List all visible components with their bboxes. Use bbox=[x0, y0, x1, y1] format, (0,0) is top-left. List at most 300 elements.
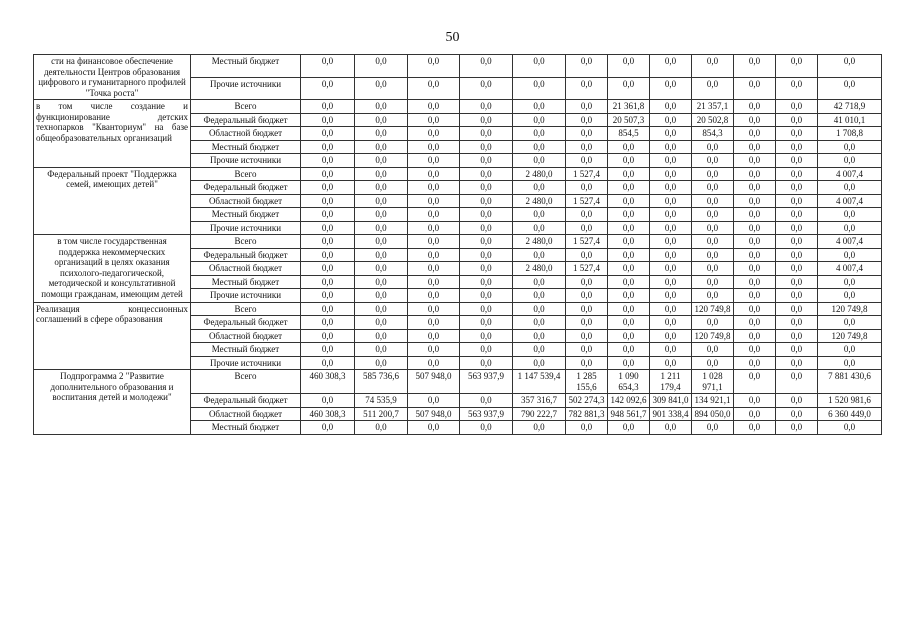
funding-source-cell: Всего bbox=[191, 100, 301, 114]
value-cell: 0,0 bbox=[513, 275, 566, 289]
value-cell: 0,0 bbox=[650, 235, 692, 249]
value-cell: 0,0 bbox=[692, 167, 734, 181]
value-cell: 0,0 bbox=[513, 343, 566, 357]
value-cell: 0,0 bbox=[355, 127, 408, 141]
value-cell: 0,0 bbox=[692, 289, 734, 303]
table-row bbox=[34, 167, 882, 181]
table-row bbox=[34, 370, 882, 394]
value-cell: 0,0 bbox=[566, 421, 608, 435]
funding-source-cell: Местный бюджет bbox=[191, 275, 301, 289]
total-cell: 7 881 430,6 bbox=[818, 370, 882, 394]
value-cell: 0,0 bbox=[355, 221, 408, 235]
value-cell: 0,0 bbox=[734, 100, 776, 114]
value-cell: 0,0 bbox=[460, 113, 513, 127]
value-cell: 1 285 155,6 bbox=[566, 370, 608, 394]
value-cell: 0,0 bbox=[513, 55, 566, 78]
funding-source-cell: Прочие источники bbox=[191, 154, 301, 168]
value-cell: 0,0 bbox=[566, 302, 608, 316]
value-cell: 0,0 bbox=[776, 208, 818, 222]
value-cell: 0,0 bbox=[355, 329, 408, 343]
value-cell: 507 948,0 bbox=[408, 370, 460, 394]
value-cell: 0,0 bbox=[650, 100, 692, 114]
value-cell: 0,0 bbox=[776, 275, 818, 289]
value-cell: 0,0 bbox=[301, 329, 355, 343]
value-cell: 460 308,3 bbox=[301, 407, 355, 421]
value-cell: 0,0 bbox=[355, 55, 408, 78]
value-cell: 0,0 bbox=[408, 127, 460, 141]
value-cell: 1 211 179,4 bbox=[650, 370, 692, 394]
value-cell: 0,0 bbox=[301, 208, 355, 222]
value-cell: 0,0 bbox=[566, 77, 608, 100]
value-cell: 563 937,9 bbox=[460, 370, 513, 394]
value-cell: 21 361,8 bbox=[608, 100, 650, 114]
value-cell: 0,0 bbox=[608, 194, 650, 208]
value-cell: 0,0 bbox=[776, 316, 818, 330]
value-cell: 0,0 bbox=[460, 275, 513, 289]
total-cell: 0,0 bbox=[818, 140, 882, 154]
row-group-label: Подпрограмма 2 "Развитие дополнительного образования и воспитания детей и молодежи" bbox=[34, 370, 191, 435]
value-cell: 0,0 bbox=[408, 100, 460, 114]
value-cell: 0,0 bbox=[734, 316, 776, 330]
value-cell: 0,0 bbox=[608, 140, 650, 154]
value-cell: 0,0 bbox=[734, 275, 776, 289]
value-cell: 0,0 bbox=[650, 140, 692, 154]
value-cell: 0,0 bbox=[692, 275, 734, 289]
value-cell: 0,0 bbox=[301, 275, 355, 289]
value-cell: 0,0 bbox=[608, 208, 650, 222]
value-cell: 0,0 bbox=[608, 167, 650, 181]
value-cell: 1 527,4 bbox=[566, 235, 608, 249]
value-cell: 1 527,4 bbox=[566, 262, 608, 276]
value-cell: 0,0 bbox=[460, 127, 513, 141]
total-cell: 4 007,4 bbox=[818, 194, 882, 208]
value-cell: 0,0 bbox=[408, 302, 460, 316]
value-cell: 0,0 bbox=[776, 302, 818, 316]
value-cell: 0,0 bbox=[734, 302, 776, 316]
value-cell: 0,0 bbox=[566, 140, 608, 154]
value-cell: 0,0 bbox=[776, 154, 818, 168]
value-cell: 0,0 bbox=[460, 140, 513, 154]
value-cell: 0,0 bbox=[460, 181, 513, 195]
budget-table bbox=[33, 54, 882, 435]
value-cell: 1 527,4 bbox=[566, 167, 608, 181]
funding-source-cell: Местный бюджет bbox=[191, 343, 301, 357]
value-cell: 0,0 bbox=[408, 194, 460, 208]
value-cell: 0,0 bbox=[608, 356, 650, 370]
value-cell: 0,0 bbox=[566, 221, 608, 235]
value-cell: 1 090 654,3 bbox=[608, 370, 650, 394]
value-cell: 120 749,8 bbox=[692, 329, 734, 343]
value-cell: 0,0 bbox=[301, 248, 355, 262]
value-cell: 0,0 bbox=[408, 221, 460, 235]
value-cell: 120 749,8 bbox=[692, 302, 734, 316]
value-cell: 357 316,7 bbox=[513, 394, 566, 408]
row-group-label: сти на финансовое обеспечение деятельности Центров образования цифрового и гуманитарного профилей "Точка роста" bbox=[34, 55, 191, 100]
value-cell: 0,0 bbox=[734, 262, 776, 276]
value-cell: 585 736,6 bbox=[355, 370, 408, 394]
value-cell: 511 200,7 bbox=[355, 407, 408, 421]
value-cell: 0,0 bbox=[513, 77, 566, 100]
value-cell: 0,0 bbox=[734, 248, 776, 262]
value-cell: 0,0 bbox=[734, 194, 776, 208]
value-cell: 0,0 bbox=[608, 221, 650, 235]
value-cell: 0,0 bbox=[734, 127, 776, 141]
value-cell: 0,0 bbox=[513, 316, 566, 330]
value-cell: 0,0 bbox=[513, 421, 566, 435]
row-group-label: Федеральный проект "Поддержка семей, имеющих детей" bbox=[34, 167, 191, 235]
value-cell: 0,0 bbox=[301, 316, 355, 330]
value-cell: 0,0 bbox=[513, 248, 566, 262]
value-cell: 0,0 bbox=[734, 421, 776, 435]
value-cell: 0,0 bbox=[608, 343, 650, 357]
funding-source-cell: Областной бюджет bbox=[191, 407, 301, 421]
funding-source-cell: Местный бюджет bbox=[191, 55, 301, 78]
value-cell: 0,0 bbox=[650, 113, 692, 127]
value-cell: 0,0 bbox=[776, 421, 818, 435]
funding-source-cell: Прочие источники bbox=[191, 356, 301, 370]
funding-source-cell: Прочие источники bbox=[191, 289, 301, 303]
value-cell: 0,0 bbox=[608, 329, 650, 343]
value-cell: 0,0 bbox=[566, 289, 608, 303]
value-cell: 0,0 bbox=[608, 275, 650, 289]
value-cell: 0,0 bbox=[566, 181, 608, 195]
value-cell: 0,0 bbox=[355, 235, 408, 249]
value-cell: 0,0 bbox=[692, 154, 734, 168]
value-cell: 0,0 bbox=[566, 343, 608, 357]
value-cell: 0,0 bbox=[776, 167, 818, 181]
value-cell: 74 535,9 bbox=[355, 394, 408, 408]
table-row bbox=[34, 55, 882, 78]
value-cell: 0,0 bbox=[650, 421, 692, 435]
value-cell: 0,0 bbox=[460, 100, 513, 114]
total-cell: 0,0 bbox=[818, 248, 882, 262]
value-cell: 0,0 bbox=[355, 100, 408, 114]
total-cell: 0,0 bbox=[818, 55, 882, 78]
value-cell: 0,0 bbox=[608, 262, 650, 276]
value-cell: 0,0 bbox=[355, 343, 408, 357]
total-cell: 4 007,4 bbox=[818, 167, 882, 181]
value-cell: 0,0 bbox=[513, 302, 566, 316]
value-cell: 0,0 bbox=[513, 113, 566, 127]
total-cell: 0,0 bbox=[818, 356, 882, 370]
value-cell: 0,0 bbox=[734, 370, 776, 394]
value-cell: 782 881,3 bbox=[566, 407, 608, 421]
value-cell: 0,0 bbox=[734, 407, 776, 421]
value-cell: 0,0 bbox=[301, 235, 355, 249]
value-cell: 563 937,9 bbox=[460, 407, 513, 421]
value-cell: 0,0 bbox=[650, 55, 692, 78]
value-cell: 0,0 bbox=[301, 127, 355, 141]
budget-table-body bbox=[34, 55, 882, 435]
funding-source-cell: Всего bbox=[191, 235, 301, 249]
value-cell: 0,0 bbox=[692, 421, 734, 435]
total-cell: 0,0 bbox=[818, 77, 882, 100]
value-cell: 0,0 bbox=[692, 181, 734, 195]
value-cell: 0,0 bbox=[650, 194, 692, 208]
value-cell: 0,0 bbox=[734, 140, 776, 154]
value-cell: 0,0 bbox=[776, 77, 818, 100]
value-cell: 0,0 bbox=[301, 289, 355, 303]
value-cell: 2 480,0 bbox=[513, 235, 566, 249]
value-cell: 0,0 bbox=[608, 154, 650, 168]
value-cell: 901 338,4 bbox=[650, 407, 692, 421]
value-cell: 0,0 bbox=[692, 262, 734, 276]
value-cell: 0,0 bbox=[650, 262, 692, 276]
value-cell: 0,0 bbox=[460, 77, 513, 100]
value-cell: 0,0 bbox=[355, 194, 408, 208]
value-cell: 0,0 bbox=[734, 181, 776, 195]
value-cell: 0,0 bbox=[734, 329, 776, 343]
value-cell: 0,0 bbox=[301, 221, 355, 235]
funding-source-cell: Всего bbox=[191, 370, 301, 394]
value-cell: 0,0 bbox=[460, 55, 513, 78]
value-cell: 134 921,1 bbox=[692, 394, 734, 408]
total-cell: 0,0 bbox=[818, 275, 882, 289]
value-cell: 0,0 bbox=[408, 55, 460, 78]
value-cell: 0,0 bbox=[460, 421, 513, 435]
value-cell: 0,0 bbox=[692, 316, 734, 330]
value-cell: 20 502,8 bbox=[692, 113, 734, 127]
value-cell: 0,0 bbox=[408, 248, 460, 262]
value-cell: 0,0 bbox=[692, 77, 734, 100]
total-cell: 120 749,8 bbox=[818, 329, 882, 343]
value-cell: 790 222,7 bbox=[513, 407, 566, 421]
value-cell: 0,0 bbox=[650, 208, 692, 222]
value-cell: 0,0 bbox=[692, 248, 734, 262]
value-cell: 0,0 bbox=[692, 221, 734, 235]
value-cell: 0,0 bbox=[460, 235, 513, 249]
value-cell: 0,0 bbox=[650, 221, 692, 235]
value-cell: 0,0 bbox=[734, 208, 776, 222]
value-cell: 0,0 bbox=[301, 100, 355, 114]
funding-source-cell: Всего bbox=[191, 302, 301, 316]
value-cell: 2 480,0 bbox=[513, 167, 566, 181]
value-cell: 0,0 bbox=[608, 181, 650, 195]
value-cell: 20 507,3 bbox=[608, 113, 650, 127]
value-cell: 502 274,3 bbox=[566, 394, 608, 408]
value-cell: 0,0 bbox=[566, 275, 608, 289]
row-group-label: в том числе создание и функционирование детских технопарков "Кванториум" на базе общеобразовательных организаций bbox=[34, 100, 191, 168]
value-cell: 0,0 bbox=[650, 181, 692, 195]
value-cell: 0,0 bbox=[460, 289, 513, 303]
value-cell: 0,0 bbox=[776, 221, 818, 235]
value-cell: 0,0 bbox=[776, 55, 818, 78]
value-cell: 0,0 bbox=[408, 113, 460, 127]
funding-source-cell: Областной бюджет bbox=[191, 127, 301, 141]
value-cell: 0,0 bbox=[608, 289, 650, 303]
value-cell: 0,0 bbox=[734, 343, 776, 357]
value-cell: 0,0 bbox=[408, 343, 460, 357]
value-cell: 0,0 bbox=[513, 154, 566, 168]
total-cell: 0,0 bbox=[818, 154, 882, 168]
funding-source-cell: Всего bbox=[191, 167, 301, 181]
funding-source-cell: Областной бюджет bbox=[191, 329, 301, 343]
value-cell: 0,0 bbox=[566, 127, 608, 141]
value-cell: 0,0 bbox=[408, 262, 460, 276]
value-cell: 0,0 bbox=[355, 154, 408, 168]
total-cell: 4 007,4 bbox=[818, 262, 882, 276]
total-cell: 120 749,8 bbox=[818, 302, 882, 316]
value-cell: 0,0 bbox=[734, 167, 776, 181]
value-cell: 0,0 bbox=[692, 140, 734, 154]
value-cell: 0,0 bbox=[460, 248, 513, 262]
value-cell: 0,0 bbox=[650, 127, 692, 141]
value-cell: 0,0 bbox=[355, 421, 408, 435]
value-cell: 0,0 bbox=[460, 167, 513, 181]
value-cell: 507 948,0 bbox=[408, 407, 460, 421]
value-cell: 0,0 bbox=[566, 356, 608, 370]
value-cell: 0,0 bbox=[408, 421, 460, 435]
value-cell: 0,0 bbox=[460, 194, 513, 208]
value-cell: 0,0 bbox=[301, 394, 355, 408]
total-cell: 41 010,1 bbox=[818, 113, 882, 127]
value-cell: 0,0 bbox=[776, 289, 818, 303]
value-cell: 0,0 bbox=[692, 208, 734, 222]
value-cell: 0,0 bbox=[460, 329, 513, 343]
value-cell: 0,0 bbox=[355, 181, 408, 195]
value-cell: 0,0 bbox=[460, 394, 513, 408]
total-cell: 0,0 bbox=[818, 289, 882, 303]
funding-source-cell: Местный бюджет bbox=[191, 208, 301, 222]
funding-source-cell: Федеральный бюджет bbox=[191, 248, 301, 262]
value-cell: 0,0 bbox=[408, 235, 460, 249]
total-cell: 0,0 bbox=[818, 421, 882, 435]
value-cell: 0,0 bbox=[460, 302, 513, 316]
total-cell: 6 360 449,0 bbox=[818, 407, 882, 421]
table-row bbox=[34, 100, 882, 114]
value-cell: 0,0 bbox=[776, 235, 818, 249]
value-cell: 142 092,6 bbox=[608, 394, 650, 408]
value-cell: 854,3 bbox=[692, 127, 734, 141]
funding-source-cell: Областной бюджет bbox=[191, 194, 301, 208]
value-cell: 0,0 bbox=[776, 127, 818, 141]
value-cell: 0,0 bbox=[776, 140, 818, 154]
row-group-label: Реализация концессионных соглашений в сфере образования bbox=[34, 302, 191, 370]
value-cell: 0,0 bbox=[408, 140, 460, 154]
value-cell: 0,0 bbox=[566, 55, 608, 78]
total-cell: 1 520 981,6 bbox=[818, 394, 882, 408]
value-cell: 0,0 bbox=[734, 235, 776, 249]
value-cell: 0,0 bbox=[460, 154, 513, 168]
value-cell: 0,0 bbox=[566, 329, 608, 343]
value-cell: 0,0 bbox=[355, 140, 408, 154]
value-cell: 0,0 bbox=[608, 316, 650, 330]
value-cell: 0,0 bbox=[608, 77, 650, 100]
value-cell: 0,0 bbox=[513, 127, 566, 141]
value-cell: 0,0 bbox=[460, 356, 513, 370]
value-cell: 0,0 bbox=[734, 55, 776, 78]
value-cell: 0,0 bbox=[460, 343, 513, 357]
value-cell: 0,0 bbox=[355, 316, 408, 330]
value-cell: 0,0 bbox=[355, 289, 408, 303]
value-cell: 0,0 bbox=[355, 302, 408, 316]
value-cell: 0,0 bbox=[650, 154, 692, 168]
total-cell: 0,0 bbox=[818, 316, 882, 330]
value-cell: 0,0 bbox=[776, 113, 818, 127]
value-cell: 0,0 bbox=[301, 194, 355, 208]
funding-source-cell: Федеральный бюджет bbox=[191, 394, 301, 408]
value-cell: 0,0 bbox=[650, 316, 692, 330]
value-cell: 854,5 bbox=[608, 127, 650, 141]
value-cell: 1 527,4 bbox=[566, 194, 608, 208]
value-cell: 0,0 bbox=[301, 181, 355, 195]
value-cell: 0,0 bbox=[408, 275, 460, 289]
value-cell: 0,0 bbox=[408, 289, 460, 303]
value-cell: 0,0 bbox=[301, 154, 355, 168]
value-cell: 0,0 bbox=[301, 421, 355, 435]
value-cell: 2 480,0 bbox=[513, 262, 566, 276]
value-cell: 0,0 bbox=[301, 302, 355, 316]
value-cell: 0,0 bbox=[692, 55, 734, 78]
funding-source-cell: Областной бюджет bbox=[191, 262, 301, 276]
value-cell: 0,0 bbox=[460, 316, 513, 330]
page-number: 50 bbox=[445, 30, 460, 45]
value-cell: 0,0 bbox=[776, 343, 818, 357]
value-cell: 0,0 bbox=[776, 394, 818, 408]
value-cell: 0,0 bbox=[355, 262, 408, 276]
value-cell: 0,0 bbox=[301, 113, 355, 127]
funding-source-cell: Прочие источники bbox=[191, 221, 301, 235]
value-cell: 0,0 bbox=[460, 208, 513, 222]
value-cell: 0,0 bbox=[566, 113, 608, 127]
funding-source-cell: Местный бюджет bbox=[191, 140, 301, 154]
value-cell: 0,0 bbox=[408, 77, 460, 100]
table-row bbox=[34, 302, 882, 316]
value-cell: 0,0 bbox=[408, 167, 460, 181]
value-cell: 0,0 bbox=[355, 248, 408, 262]
value-cell: 0,0 bbox=[734, 113, 776, 127]
value-cell: 0,0 bbox=[408, 356, 460, 370]
value-cell: 0,0 bbox=[650, 77, 692, 100]
value-cell: 460 308,3 bbox=[301, 370, 355, 394]
value-cell: 0,0 bbox=[566, 248, 608, 262]
value-cell: 0,0 bbox=[734, 77, 776, 100]
value-cell: 0,0 bbox=[776, 194, 818, 208]
value-cell: 0,0 bbox=[301, 55, 355, 78]
value-cell: 0,0 bbox=[734, 154, 776, 168]
value-cell: 0,0 bbox=[301, 356, 355, 370]
value-cell: 0,0 bbox=[408, 316, 460, 330]
value-cell: 0,0 bbox=[776, 370, 818, 394]
value-cell: 0,0 bbox=[408, 154, 460, 168]
value-cell: 0,0 bbox=[566, 154, 608, 168]
value-cell: 0,0 bbox=[408, 329, 460, 343]
value-cell: 0,0 bbox=[734, 394, 776, 408]
funding-source-cell: Прочие источники bbox=[191, 77, 301, 100]
funding-source-cell: Федеральный бюджет bbox=[191, 181, 301, 195]
funding-source-cell: Местный бюджет bbox=[191, 421, 301, 435]
total-cell: 0,0 bbox=[818, 343, 882, 357]
total-cell: 0,0 bbox=[818, 208, 882, 222]
value-cell: 0,0 bbox=[692, 194, 734, 208]
value-cell: 0,0 bbox=[650, 289, 692, 303]
value-cell: 0,0 bbox=[776, 329, 818, 343]
value-cell: 0,0 bbox=[734, 356, 776, 370]
value-cell: 0,0 bbox=[355, 167, 408, 181]
value-cell: 0,0 bbox=[608, 302, 650, 316]
value-cell: 0,0 bbox=[408, 208, 460, 222]
value-cell: 0,0 bbox=[513, 140, 566, 154]
value-cell: 0,0 bbox=[608, 55, 650, 78]
row-group-label: в том числе государственная поддержка некоммерческих организаций в целях оказания психолого-педагогической, методической и консультативной помощи гражданам, имеющим детей bbox=[34, 235, 191, 303]
value-cell: 1 147 539,4 bbox=[513, 370, 566, 394]
value-cell: 0,0 bbox=[650, 275, 692, 289]
value-cell: 0,0 bbox=[650, 343, 692, 357]
value-cell: 0,0 bbox=[692, 356, 734, 370]
value-cell: 0,0 bbox=[692, 343, 734, 357]
value-cell: 0,0 bbox=[408, 181, 460, 195]
value-cell: 1 028 971,1 bbox=[692, 370, 734, 394]
